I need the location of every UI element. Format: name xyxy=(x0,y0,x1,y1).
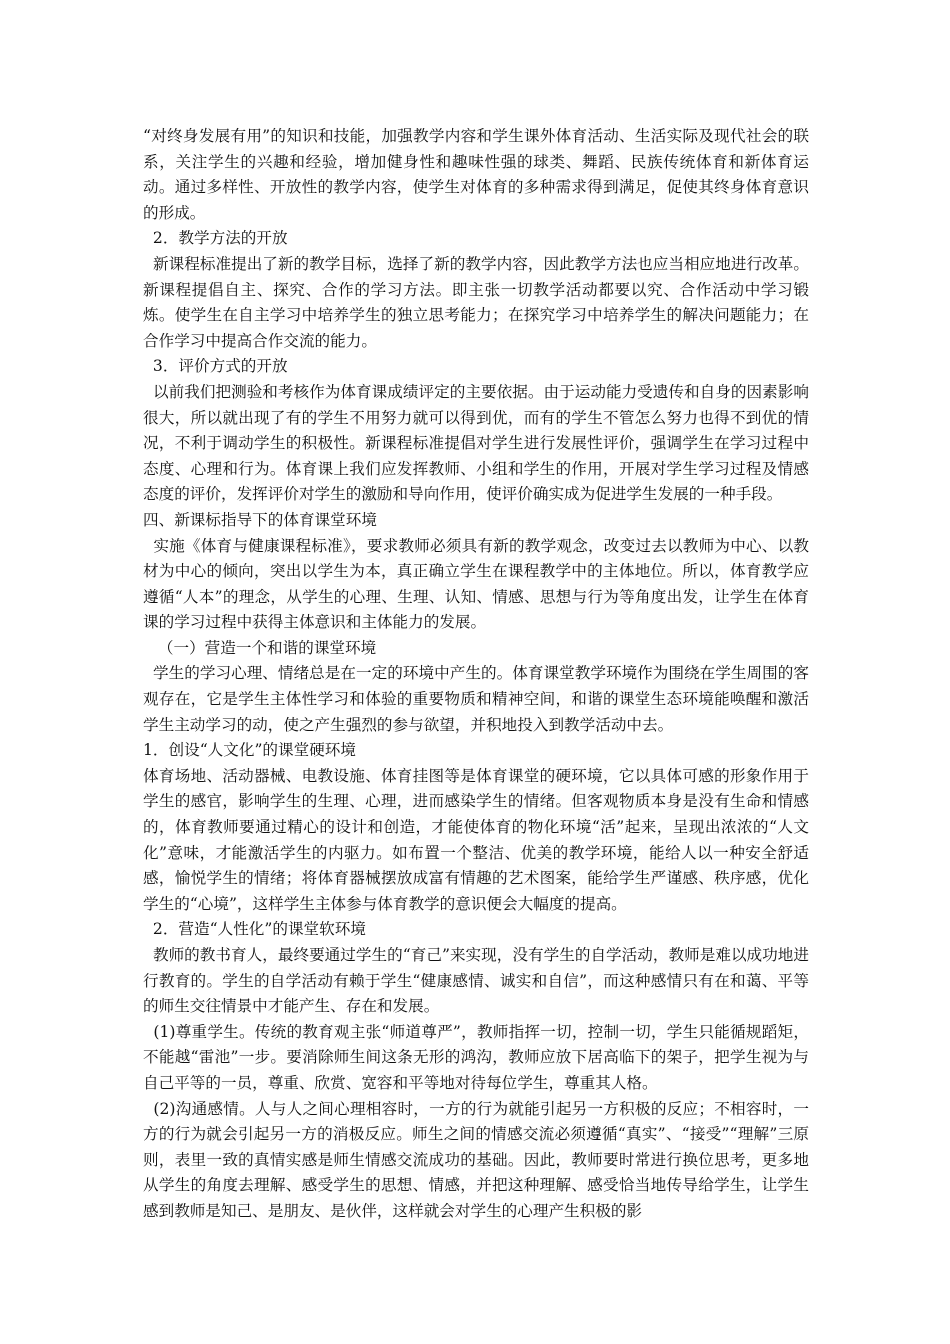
heading-soft-env: 2．营造“人性化”的课堂软环境 xyxy=(143,920,366,939)
paragraph-3: 以前我们把测验和考核作为体育课成绩评定的主要依据。由于运动能力受遗传和自身的因素影响很大，所以就出现了有的学生不用努力就可以得到优，而有的学生不管怎么努力也得不到优的情况，不利于调动学生的积极性。新课程标准提倡对学生进行发展性评价，强调学生在学习过程中态度、心理和行为。体育课上我们应发挥教师、小组和学生的作用，开展对学生学习过程及情感态度的评价，发挥评价对学生的激励和导向作用，使评价确实成为促进学生发展的一种手段。 xyxy=(143,382,809,504)
document-body xyxy=(143,124,809,1225)
heading-teaching-methods: 2．教学方法的开放 xyxy=(143,229,288,248)
paragraph-5: 学生的学习心理、情绪总是在一定的环境中产生的。体育课堂教学环境作为围绕在学生周围的客观存在，它是学生主体性学习和体验的重要物质和精神空间，和谐的课堂生态环境能唤醒和激活学生主动学习的动，使之产生强烈的参与欲望，并积地投入到教学活动中去。 xyxy=(143,664,809,734)
paragraph-respect: (1)尊重学生。传统的教育观主张“师道尊严”，教师指挥一切，控制一切，学生只能循规蹈矩，不能越“雷池”一步。要消除师生间这条无形的鸿沟，教师应放下居高临下的架子，把学生视为与自己平等的一员，尊重、欣赏、宽容和平等地对待每位学生，尊重其人格。 xyxy=(143,1022,809,1092)
paragraph-7: 教师的教书育人，最终要通过学生的“育己”来实现，没有学生的自学活动，教师是难以成功地进行教育的。学生的自学活动有赖于学生“健康感情、诚实和自信”，而这种感情只有在和蔼、平等的师生交往情景中才能产生、存在和发展。 xyxy=(143,946,809,1016)
subheading-harmonious-env: （一）营造一个和谐的课堂环境 xyxy=(143,638,377,657)
section-heading-4: 四、新课标指导下的体育课堂环境 xyxy=(143,510,377,529)
heading-evaluation: 3．评价方式的开放 xyxy=(143,357,288,376)
paragraph-communicate: (2)沟通感情。人与人之间心理相容时，一方的行为就能引起另一方积极的反应；不相容时，一方的行为就会引起另一方的消极反应。师生之间的情感交流必须遵循“真实”、“接受”“理解”三原则，表里一致的真情实感是师生情感交流成功的基础。因此，教师要时常进行换位思考，更多地从学生的角度去理解、感受学生的思想、情感，并把这种理解、感受恰当地传导给学生，让学生感到教师是知己、是朋友、是伙伴，这样就会对学生的心理产生积极的影 xyxy=(143,1099,809,1220)
paragraph-1: “对终身发展有用”的知识和技能，加强教学内容和学生课外体育活动、生活实际及现代社会的联系，关注学生的兴趣和经验，增加健身性和趣味性强的球类、舞蹈、民族传统体育和新体育运动。通过多样性、开放性的教学内容，使学生对体育的多种需求得到满足，促使其终身体育意识的形成。 xyxy=(143,127,809,222)
heading-hard-env: 1．创设“人文化”的课堂硬环境 xyxy=(143,741,356,760)
paragraph-2: 新课程标准提出了新的教学目标，选择了新的教学内容，因此教学方法也应当相应地进行改革。新课程提倡自主、探究、合作的学习方法。即主张一切教学活动都要以究、合作活动中学习锻炼。使学生在自主学习中培养学生的独立思考能力；在探究学习中培养学生的解决问题能力；在合作学习中提高合作交流的能力。 xyxy=(143,254,809,350)
paragraph-6: 体育场地、活动器械、电教设施、体育挂图等是体育课堂的硬环境，它以具体可感的形象作用于学生的感官，影响学生的生理、心理，进而感染学生的情绪。但客观物质本身是没有生命和情感的，体育教师要通过精心的设计和创造，才能使体育的物化环境“活”起来，呈现出浓浓的“人文化”意味，才能激活学生的内驱力。如布置一个整洁、优美的教学环境，能给人以一种安全舒适感，愉悦学生的情绪；将体育器械摆放成富有情趣的艺术图案，能给学生严谨感、秩序感，优化学生的“心境”，这样学生主体参与体育教学的意识便会大幅度的提高。 xyxy=(143,766,809,913)
paragraph-4: 实施《体育与健康课程标准》，要求教师必须具有新的教学观念，改变过去以教师为中心、以教材为中心的倾向，突出以学生为本，真正确立学生在课程教学中的主体地位。所以，体育教学应遵循“人本”的理念，从学生的心理、生理、认知、情感、思想与行为等角度出发，让学生在体育课的学习过程中获得主体意识和主体能力的发展。 xyxy=(143,536,810,632)
